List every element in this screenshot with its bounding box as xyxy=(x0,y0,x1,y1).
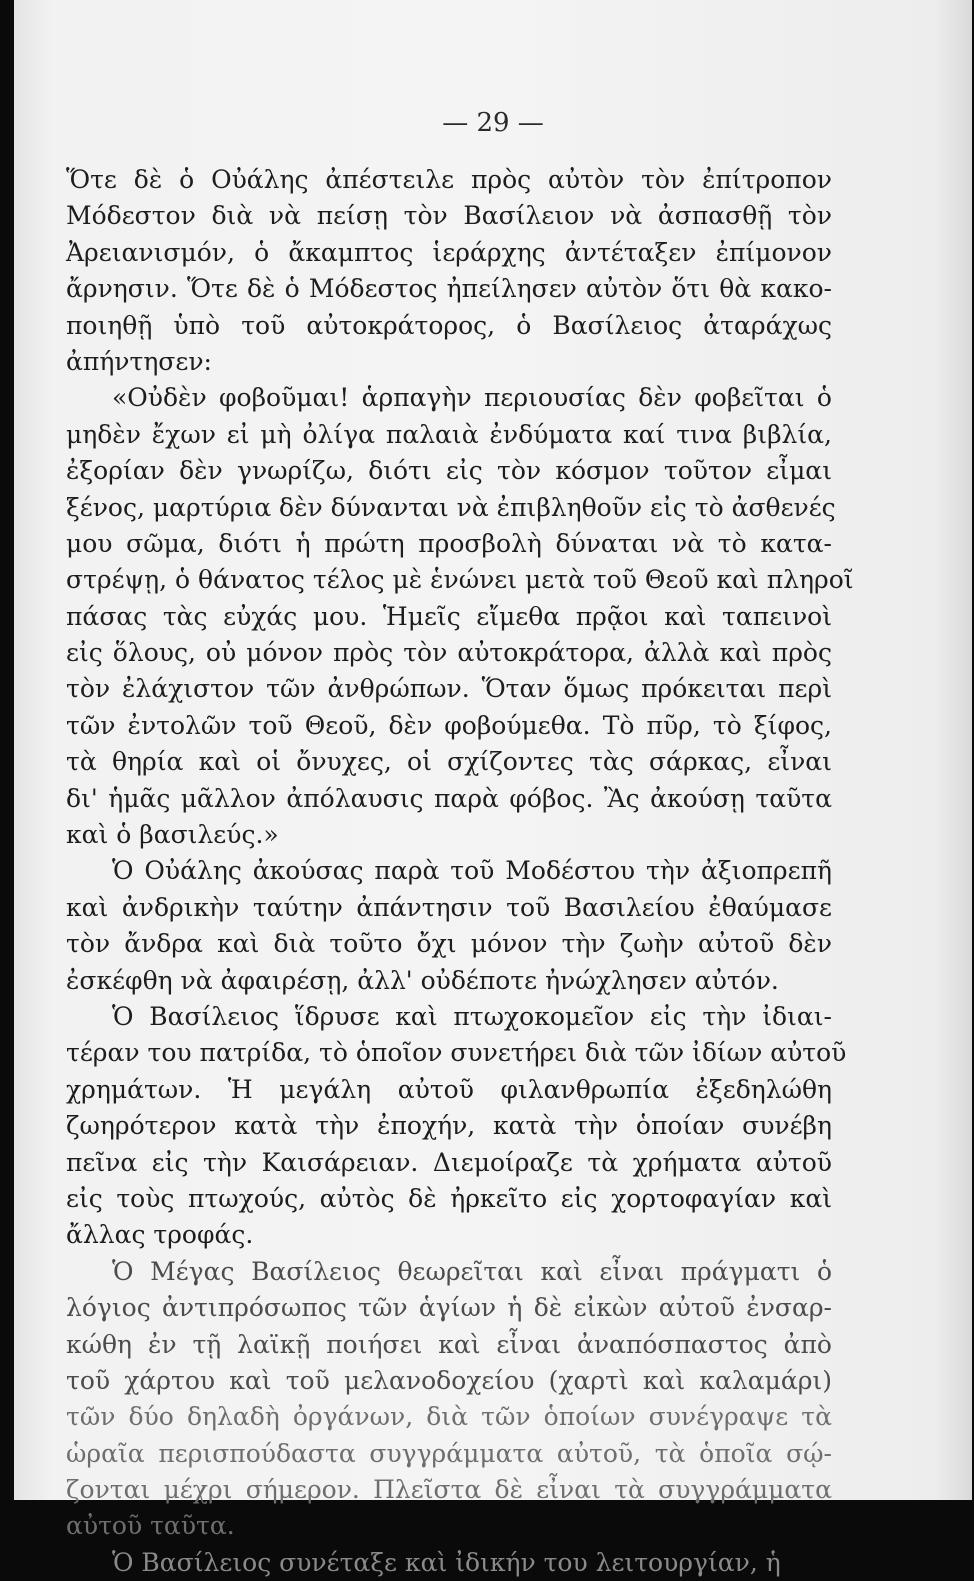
text-line: κώθη ἐν τῇ λαϊκῇ ποιήσει καὶ εἶναι ἀναπόσπαστος ἀπὸ xyxy=(66,1329,832,1359)
text-line: Ὅτε δὲ ὁ Οὐάλης ἀπέστειλε πρὸς αὐτὸν τὸν ἐπίτροπον xyxy=(66,165,832,194)
text-line: καὶ ὁ βασιλεύς.» xyxy=(66,820,279,850)
text-line: ζωηρότερον κατὰ τὴν ἐποχήν, κατὰ τὴν ὁποίαν συνέβη xyxy=(66,1111,832,1141)
text-line: καὶ ἀνδρικὴν ταύτην ἀπάντησιν τοῦ Βασιλείου ἐθαύμασε xyxy=(66,892,832,922)
page-number: — 29 — xyxy=(442,108,544,138)
text-line: τῶν ἐντολῶν τοῦ Θεοῦ, δὲν φοβούμεθα. Τὸ πῦρ, τὸ ξίφος, xyxy=(66,710,832,740)
text-line: ἀπήντησεν: xyxy=(66,346,212,376)
body-text xyxy=(66,162,854,1581)
text-line: ὡραῖα περισπούδαστα συγγράμματα αὐτοῦ, τὰ ὁποῖα σῴ- xyxy=(66,1438,832,1468)
text-line: τὸν ἐλάχιστον τῶν ἀνθρώπων. Ὅταν ὅμως πρόκειται περὶ xyxy=(66,674,832,704)
text-line: εἰς τοὺς πτωχούς, αὐτὸς δὲ ἠρκεῖτο εἰς χορτοφαγίαν καὶ xyxy=(66,1183,832,1213)
text-line: λόγιος ἀντιπρόσωπος τῶν ἁγίων ἡ δὲ εἰκὼν αὐτοῦ ἐνσαρ- xyxy=(66,1293,832,1323)
text-line: Ἀρειανισμόν, ὁ ἄκαμπτος ἱεράρχης ἀντέταξεν ἐπίμονον xyxy=(66,237,832,267)
text-line: ἄρνησιν. Ὅτε δὲ ὁ Μόδεστος ἠπείλησεν αὐτὸν ὅτι θὰ κακο- xyxy=(66,274,832,304)
text-line: ἄλλας τροφάς. xyxy=(66,1220,254,1250)
text-line: τὰ θηρία καὶ οἱ ὄνυχες, οἱ σχίζοντες τὰς σάρκας, εἶναι xyxy=(66,747,832,777)
text-line: μου σῶμα, διότι ἡ πρώτη προσβολὴ δύναται νὰ τὸ κατα- xyxy=(66,528,832,558)
text-line: τοῦ χάρτου καὶ τοῦ μελανοδοχείου (χαρτὶ καὶ καλαμάρι) xyxy=(66,1365,832,1395)
text-line: τῶν δύο δηλαδὴ ὀργάνων, διὰ τῶν ὁποίων συνέγραψε τὰ xyxy=(66,1402,832,1432)
text-line: στρέψῃ, ὁ θάνατος τέλος μὲ ἑνώνει μετὰ τοῦ Θεοῦ καὶ πληροῖ xyxy=(66,565,854,595)
text-line: τὸν ἄνδρα καὶ διὰ τοῦτο ὄχι μόνον τὴν ζωὴν αὐτοῦ δὲν xyxy=(66,929,832,959)
text-line: «Οὐδὲν φοβοῦμαι! ἁρπαγὴν περιουσίας δὲν φοβεῖται ὁ xyxy=(112,383,832,413)
text-line: ζονται μέχρι σήμερον. Πλεῖστα δὲ εἶναι τὰ συγγράμματα xyxy=(66,1475,832,1505)
text-line: πάσας τὰς εὐχάς μου. Ἡμεῖς εἴμεθα πρᾷοι καὶ ταπεινοὶ xyxy=(66,601,832,631)
text-line: εἰς ὅλους, οὐ μόνον πρὸς τὸν αὐτοκράτορα, ἀλλὰ καὶ πρὸς xyxy=(66,638,832,668)
text-line: ξένος, μαρτύρια δὲν δύνανται νὰ ἐπιβληθοῦν εἰς τὸ ἀσθενές xyxy=(66,492,836,522)
text-line: δι' ἡμᾶς μᾶλλον ἀπόλαυσις παρὰ φόβος. Ἂς ἀκούσῃ ταῦτα xyxy=(66,783,832,813)
text-line: χρημάτων. Ἡ μεγάλη αὐτοῦ φιλανθρωπία ἐξεδηλώθη xyxy=(66,1074,832,1104)
text-line: ποιηθῇ ὑπὸ τοῦ αὐτοκράτορος, ὁ Βασίλειος ἀταράχως xyxy=(66,310,832,340)
text-line: αὐτοῦ ταῦτα. xyxy=(66,1511,235,1541)
text-line: ἐξορίαν δὲν γνωρίζω, διότι εἰς τὸν κόσμον τοῦτον εἶμαι xyxy=(66,456,832,486)
text-line: μηδὲν ἔχων εἰ μὴ ὀλίγα παλαιὰ ἐνδύματα καί τινα βιβλία, xyxy=(66,419,832,449)
text-line: Ὁ Βασίλειος συνέταξε καὶ ἰδικήν του λειτουργίαν, ἡ xyxy=(112,1547,781,1577)
text-line: Ὁ Βασίλειος ἵδρυσε καὶ πτωχοκομεῖον εἰς τὴν ἰδιαι- xyxy=(112,1001,832,1031)
text-line: Ὁ Οὐάλης ἀκούσας παρὰ τοῦ Μοδέστου τὴν ἀξιοπρεπῆ xyxy=(112,856,832,886)
text-line: Μόδεστον διὰ νὰ πείσῃ τὸν Βασίλειον νὰ ἀσπασθῇ τὸν xyxy=(66,201,832,231)
text-line: ἐσκέφθη νὰ ἀφαιρέσῃ, ἀλλ' οὐδέποτε ἠνώχλησεν αὐτόν. xyxy=(66,965,779,995)
text-line: πεῖνα εἰς τὴν Καισάρειαν. Διεμοίραζε τὰ χρήματα αὐτοῦ xyxy=(66,1147,832,1177)
scanned-page xyxy=(14,0,972,1577)
text-line: Ὁ Μέγας Βασίλειος θεωρεῖται καὶ εἶναι πράγματι ὁ xyxy=(112,1256,832,1286)
text-line: τέραν του πατρίδα, τὸ ὁποῖον συνετήρει διὰ τῶν ἰδίων αὐτοῦ xyxy=(66,1038,847,1068)
